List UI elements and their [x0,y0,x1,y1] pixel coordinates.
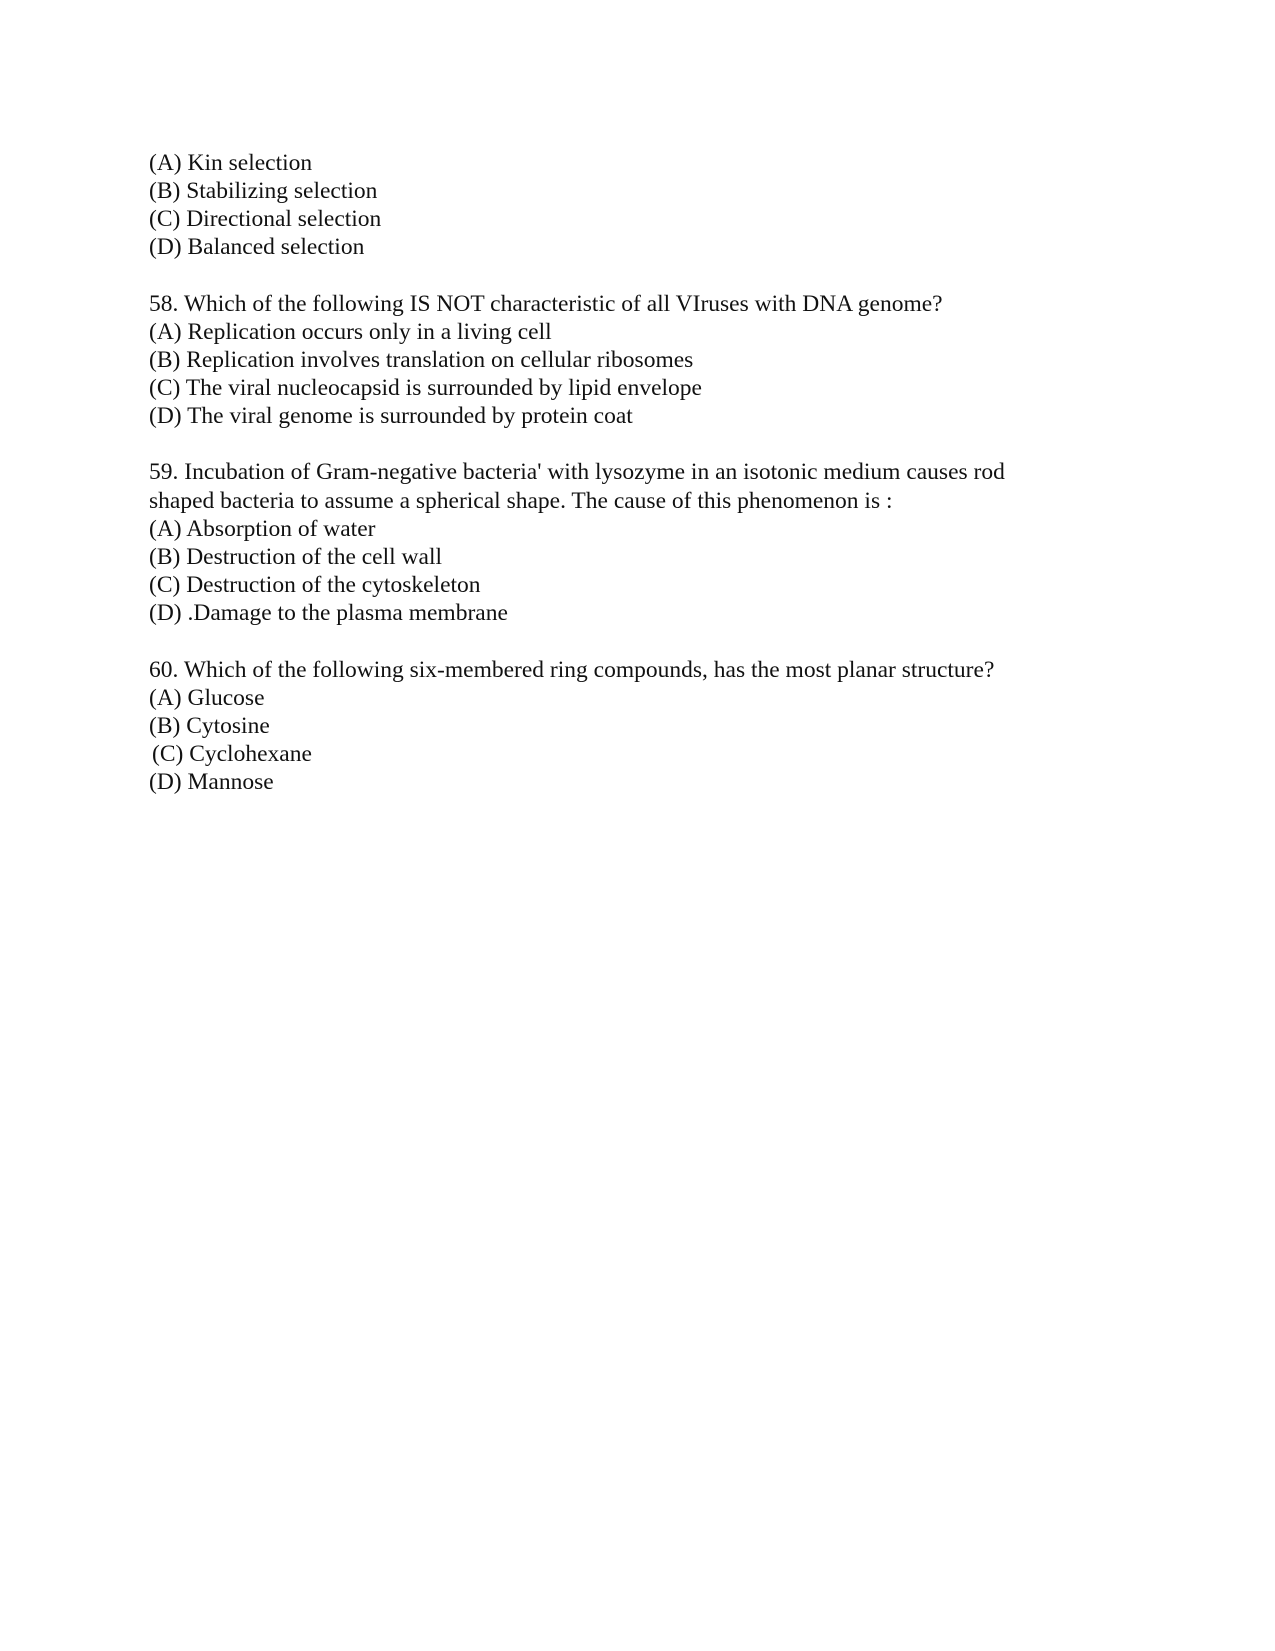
q58-option-d: (D) The viral genome is surrounded by protein coat [149,403,633,429]
q58-option-c: (C) The viral nucleocapsid is surrounded by lipid envelope [149,375,702,401]
q60-option-a: (A) Glucose [149,685,265,711]
q58-question-text: 58. Which of the following IS NOT characteristic of all VIruses with DNA genome? [149,291,943,317]
q58-option-b: (B) Replication involves translation on cellular ribosomes [149,347,694,373]
q57-option-d: (D) Balanced selection [149,234,365,260]
q59-option-c: (C) Destruction of the cytoskeleton [149,572,481,598]
q60-option-b: (B) Cytosine [149,713,270,739]
q60-question-text: 60. Which of the following six-membered ring compounds, has the most planar structure? [149,657,995,683]
q59-option-b: (B) Destruction of the cell wall [149,544,443,570]
q57-option-c: (C) Directional selection [149,206,382,232]
q58-option-a: (A) Replication occurs only in a living cell [149,319,552,345]
q59-option-a: (A) Absorption of water [149,516,376,542]
q60-option-d: (D) Mannose [149,769,274,795]
q60-option-c: (C) Cyclohexane [152,741,312,767]
q59-option-d: (D) .Damage to the plasma membrane [149,600,508,626]
q59-question-text-line1: 59. Incubation of Gram-negative bacteria' with lysozyme in an isotonic medium causes rod [149,459,1005,485]
q59-question-text-line2: shaped bacteria to assume a spherical shape. The cause of this phenomenon is : [149,488,893,514]
q57-option-b: (B) Stabilizing selection [149,178,378,204]
q57-option-a: (A) Kin selection [149,150,313,176]
